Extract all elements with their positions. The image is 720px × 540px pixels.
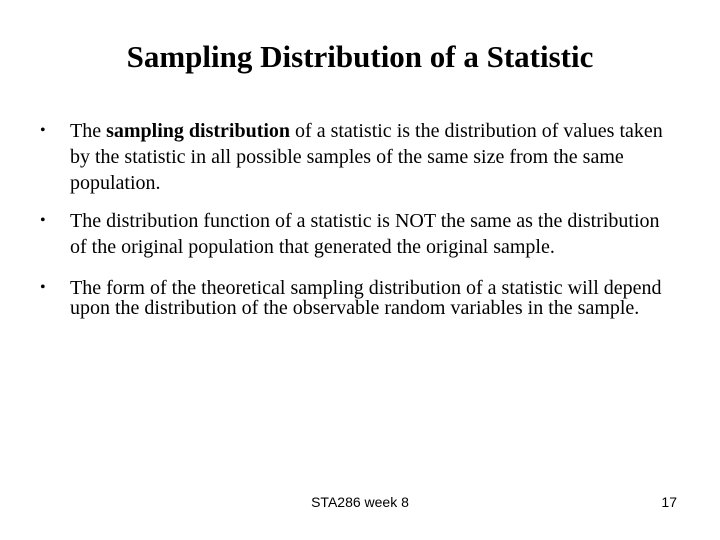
bullet-text-lead: The [70, 120, 107, 142]
footer-page-number: 17 [661, 494, 677, 510]
bullet-icon: • [40, 279, 46, 296]
bullet-text-emphasis: sampling distribution [106, 120, 291, 142]
bullet-text: The distribution function of a statistic is NOT the same as the distribution of the original population that generated the original sample. [70, 210, 660, 258]
bullet-icon: • [40, 122, 46, 139]
bullet-text-rest: of a statistic is the distribution of values taken by the statistic in all possible samples of the same size from the same population. [70, 120, 663, 194]
bullet-item-theoretical-form [0, 278, 720, 318]
bullet-item-distribution-function [0, 208, 720, 260]
bullet-list [0, 118, 720, 318]
bullet-icon: • [40, 212, 46, 229]
bullet-text: The form of the theoretical sampling distribution of a statistic will depend upon the distribution of the observable random variables in the sample. [70, 277, 662, 319]
footer-course-label: STA286 week 8 [311, 494, 409, 510]
bullet-item-sampling-distribution-definition [0, 118, 720, 196]
slide-title: Sampling Distribution of a Statistic [126, 39, 594, 74]
